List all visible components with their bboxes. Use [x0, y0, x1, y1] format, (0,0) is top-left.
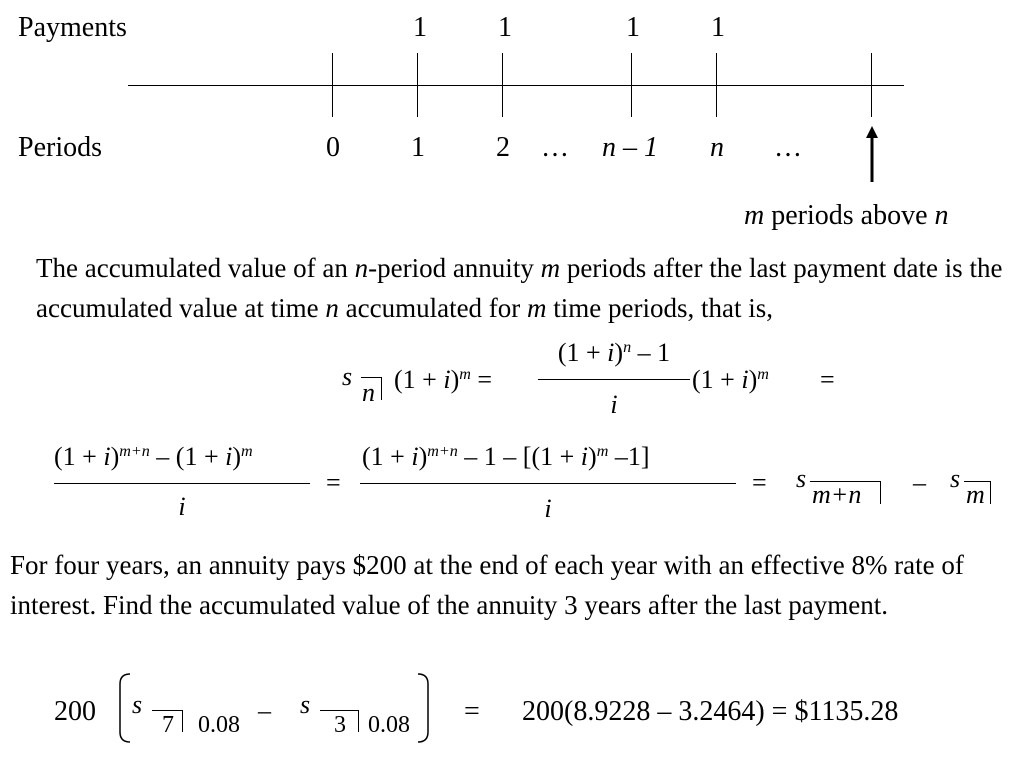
timeline-tick [631, 53, 632, 117]
payment-value: 1 [498, 12, 512, 43]
timeline-tick [502, 53, 503, 117]
timeline-axis [128, 85, 904, 86]
right-paren [414, 672, 434, 744]
angle-symbol [182, 710, 183, 732]
timeline-tick [716, 53, 717, 117]
angle-symbol [964, 481, 991, 504]
solution-result: 200(8.9228 – 3.2464) = $1135.28 [522, 696, 899, 727]
payments-label: Payments [18, 12, 127, 43]
period-label: n – 1 [602, 132, 658, 163]
up-arrow-icon [860, 124, 884, 184]
payment-value: 1 [711, 12, 725, 43]
angle-symbol [361, 377, 382, 400]
timeline-tick [332, 53, 333, 117]
period-label: n [710, 132, 724, 163]
timeline-tick [417, 53, 418, 117]
problem-statement: For four years, an annuity pays $200 at the end of each year with an effective 8% rate of interest. Find the accumulated value of the annuity 3 years after the last payment. [10, 550, 964, 620]
explanation-paragraph: The accumulated value of an n-period annuity m periods after the last payment date is the accumulated value at time n accumulated for m time periods, that is, [36, 253, 1003, 323]
period-label: 2 [496, 132, 510, 163]
angle-symbol [810, 481, 881, 504]
timeline-tick [871, 53, 872, 117]
payment-value: 1 [413, 12, 427, 43]
period-label: 1 [411, 132, 425, 163]
period-ellipsis: … [541, 132, 569, 163]
fraction-bar [360, 483, 736, 484]
fraction-bar [54, 483, 310, 484]
left-paren [114, 672, 134, 744]
arrow-caption: m periods above n [744, 200, 949, 231]
fraction-bar [538, 379, 690, 380]
periods-label: Periods [18, 132, 102, 163]
angle-symbol [358, 710, 359, 732]
period-ellipsis: … [774, 132, 802, 163]
payment-value: 1 [626, 12, 640, 43]
period-label: 0 [326, 132, 340, 163]
